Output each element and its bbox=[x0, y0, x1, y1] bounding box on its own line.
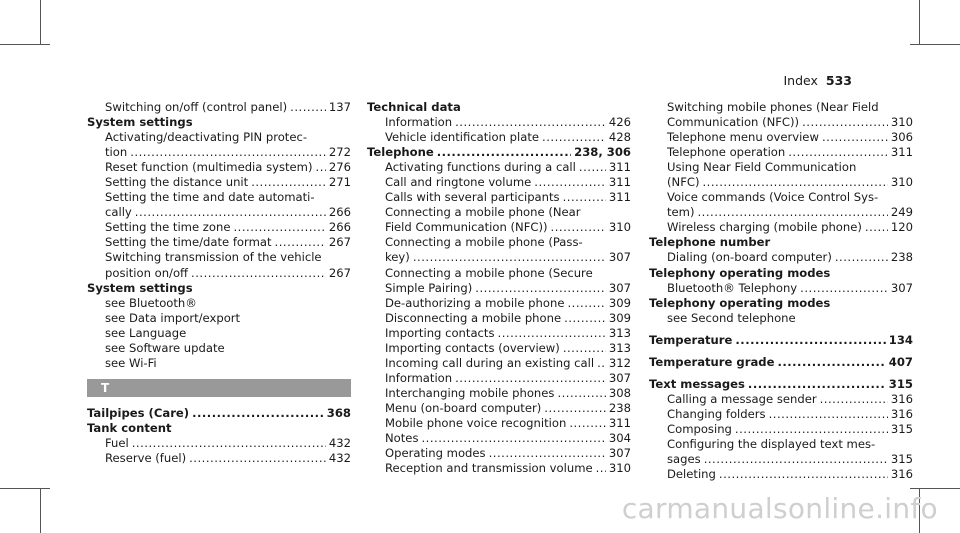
page-ref: 432 bbox=[328, 450, 351, 465]
page-ref: 307 bbox=[890, 280, 913, 295]
page-ref: 313 bbox=[608, 340, 631, 355]
index-entry: Field Communication (NFC)) ..... 310 bbox=[367, 220, 631, 235]
index-entry: see Software update bbox=[105, 340, 225, 355]
index-entry: Activating/deactivating PIN protec- bbox=[105, 130, 308, 145]
page-ref: 310 bbox=[890, 175, 913, 190]
index-entry: tion ..... 272 bbox=[87, 145, 351, 160]
index-entry: see Data import/export bbox=[105, 310, 241, 325]
index-entry: Operating modes ..... 307 bbox=[367, 446, 631, 461]
index-entry: Switching mobile phones (Near Field bbox=[667, 100, 879, 114]
index-entry: (NFC) ..... 310 bbox=[649, 175, 913, 190]
index-entry: Call and ringtone volume ..... 311 bbox=[367, 175, 631, 190]
index-entry: cally ..... 266 bbox=[87, 205, 351, 220]
page-ref: 307 bbox=[608, 446, 631, 461]
page-ref: 249 bbox=[890, 205, 913, 220]
index-heading: Telephony operating modes bbox=[649, 265, 831, 280]
page-ref: 266 bbox=[328, 220, 351, 235]
page-ref: 276 bbox=[328, 160, 351, 175]
page-ref: 267 bbox=[328, 235, 351, 250]
index-entry: tem) ..... 249 bbox=[649, 205, 913, 220]
index-entry: Reception and transmission volume ..... 310 bbox=[367, 461, 631, 476]
index-entry: see Language bbox=[105, 325, 187, 340]
page-ref: 315 bbox=[890, 452, 913, 467]
index-entry: see Second telephone bbox=[667, 310, 796, 325]
index-entry: sages ..... 315 bbox=[649, 452, 913, 467]
page-ref: 313 bbox=[608, 325, 631, 340]
index-entry: Wireless charging (mobile phone) ..... 120 bbox=[649, 220, 913, 235]
index-heading: Telephone ..... 238, 306 bbox=[367, 145, 631, 160]
index-entry: key) ..... 307 bbox=[367, 250, 631, 265]
page-ref: 428 bbox=[608, 130, 631, 145]
index-heading: Tank content bbox=[87, 420, 172, 435]
index-entry: Fuel ..... 432 bbox=[87, 436, 351, 451]
page-ref: 310 bbox=[890, 115, 913, 130]
page-ref: 308 bbox=[608, 385, 631, 400]
index-entry: Simple Pairing) ..... 307 bbox=[367, 281, 631, 296]
index-entry: Disconnecting a mobile phone ..... 309 bbox=[367, 311, 631, 326]
index-heading: System settings bbox=[87, 115, 193, 130]
crop-mark bbox=[40, 489, 41, 533]
index-entry: Mobile phone voice recognition ..... 311 bbox=[367, 416, 631, 431]
page-ref: 120 bbox=[890, 220, 913, 235]
page-ref: 407 bbox=[888, 354, 913, 369]
watermark: carmanualsonline.info bbox=[621, 492, 938, 525]
index-entry: Activating functions during a call ..... 311 bbox=[367, 160, 631, 175]
index-column-right bbox=[649, 100, 913, 482]
page-header bbox=[783, 73, 852, 88]
page-ref: 312 bbox=[608, 355, 631, 370]
index-heading: Technical data bbox=[367, 100, 461, 114]
index-entry: Connecting a mobile phone (Near bbox=[385, 205, 581, 220]
crop-mark bbox=[0, 44, 50, 45]
page-ref: 267 bbox=[328, 265, 351, 280]
page-ref: 316 bbox=[890, 391, 913, 406]
index-entry: Information ..... 426 bbox=[367, 115, 631, 130]
page-number: 533 bbox=[825, 73, 852, 88]
page-ref: 307 bbox=[608, 250, 631, 265]
page-ref: 134 bbox=[888, 332, 913, 347]
crop-mark bbox=[919, 0, 920, 44]
page-ref: 311 bbox=[608, 160, 631, 175]
page-ref: 309 bbox=[608, 295, 631, 310]
page-ref: 272 bbox=[328, 145, 351, 160]
page-ref: 137 bbox=[328, 100, 351, 114]
page-ref: 315 bbox=[888, 376, 913, 391]
page-ref: 316 bbox=[890, 406, 913, 421]
index-entry: Incoming call during an existing call ..... 312 bbox=[367, 356, 631, 371]
page-ref: 316 bbox=[890, 467, 913, 482]
index-entry: Bluetooth® Telephony ..... 307 bbox=[649, 281, 913, 296]
index-entry: Telephone menu overview ..... 306 bbox=[649, 130, 913, 145]
index-entry: see Wi-Fi bbox=[105, 355, 157, 370]
index-entry: Setting the distance unit ..... 271 bbox=[87, 175, 351, 190]
index-entry: Configuring the displayed text mes- bbox=[667, 436, 876, 451]
index-column-middle bbox=[367, 100, 631, 476]
index-entry: Communication (NFC)) ..... 310 bbox=[649, 115, 913, 130]
index-entry: Composing ..... 315 bbox=[649, 422, 913, 437]
index-heading: Text messages ..... 315 bbox=[649, 377, 913, 392]
page-ref: 311 bbox=[890, 145, 913, 160]
index-entry: Dialing (on-board computer) ..... 238 bbox=[649, 250, 913, 265]
index-entry: Voice commands (Voice Control Sys- bbox=[667, 190, 879, 205]
index-entry: Calls with several participants ..... 311 bbox=[367, 190, 631, 205]
page-ref: 310 bbox=[608, 461, 631, 476]
index-heading: Telephony operating modes bbox=[649, 295, 831, 310]
page-ref: 432 bbox=[328, 435, 351, 450]
index-entry: Connecting a mobile phone (Pass- bbox=[385, 235, 583, 250]
index-entry: Using Near Field Communication bbox=[667, 160, 857, 175]
index-entry: Calling a message sender ..... 316 bbox=[649, 392, 913, 407]
crop-mark bbox=[910, 44, 960, 45]
page-ref: 238, 306 bbox=[574, 145, 631, 160]
index-entry: Setting the time and date automati- bbox=[105, 190, 315, 205]
index-entry: De-authorizing a mobile phone ..... 309 bbox=[367, 296, 631, 311]
page-ref: 311 bbox=[608, 415, 631, 430]
page-ref: 266 bbox=[328, 205, 351, 220]
crop-mark bbox=[40, 0, 41, 44]
page-ref: 368 bbox=[326, 405, 351, 420]
page-ref: 309 bbox=[608, 310, 631, 325]
index-heading: Temperature ..... 134 bbox=[649, 333, 913, 348]
index-entry: Vehicle identification plate ..... 428 bbox=[367, 130, 631, 145]
index-entry: Switching on/off (control panel) ..... 137 bbox=[87, 100, 351, 115]
index-entry: Setting the time/date format ..... 267 bbox=[87, 235, 351, 250]
letter-section-bar: T bbox=[87, 379, 351, 397]
index-entry: Changing folders ..... 316 bbox=[649, 407, 913, 422]
index-entry: see Bluetooth® bbox=[105, 295, 197, 310]
page-ref: 306 bbox=[890, 130, 913, 145]
page-ref: 315 bbox=[890, 421, 913, 436]
index-heading: Tailpipes (Care) ..... 368 bbox=[87, 406, 351, 421]
section-title: Index bbox=[783, 73, 818, 88]
page-ref: 271 bbox=[328, 175, 351, 190]
page-ref: 426 bbox=[608, 115, 631, 130]
index-heading: Temperature grade ..... 407 bbox=[649, 355, 913, 370]
index-entry: position on/off ..... 267 bbox=[87, 266, 351, 281]
index-entry: Information ..... 307 bbox=[367, 371, 631, 386]
index-heading: Telephone number bbox=[649, 235, 771, 250]
page-ref: 238 bbox=[608, 400, 631, 415]
index-entry: Deleting ..... 316 bbox=[649, 467, 913, 482]
page-ref: 238 bbox=[890, 250, 913, 265]
crop-mark bbox=[0, 488, 50, 489]
page-ref: 310 bbox=[608, 220, 631, 235]
page-ref: 311 bbox=[608, 190, 631, 205]
index-entry: Notes ..... 304 bbox=[367, 431, 631, 446]
index-entry: Interchanging mobile phones ..... 308 bbox=[367, 386, 631, 401]
index-entry: Importing contacts ..... 313 bbox=[367, 326, 631, 341]
index-entry: Reset function (multimedia system) ..... 276 bbox=[87, 160, 351, 175]
index-column-left bbox=[87, 100, 351, 466]
index-entry: Switching transmission of the vehicle bbox=[105, 250, 322, 265]
page-ref: 311 bbox=[608, 175, 631, 190]
page-ref: 307 bbox=[608, 370, 631, 385]
index-entry: Connecting a mobile phone (Secure bbox=[385, 265, 593, 280]
index-entry: Importing contacts (overview) ..... 313 bbox=[367, 341, 631, 356]
page-ref: 307 bbox=[608, 280, 631, 295]
crop-mark bbox=[910, 488, 960, 489]
index-entry: Reserve (fuel) ..... 432 bbox=[87, 451, 351, 466]
index-entry: Setting the time zone ..... 266 bbox=[87, 220, 351, 235]
index-entry: Menu (on-board computer) ..... 238 bbox=[367, 401, 631, 416]
index-entry: Telephone operation ..... 311 bbox=[649, 145, 913, 160]
page-ref: 304 bbox=[608, 431, 631, 446]
index-heading: System settings bbox=[87, 280, 193, 295]
